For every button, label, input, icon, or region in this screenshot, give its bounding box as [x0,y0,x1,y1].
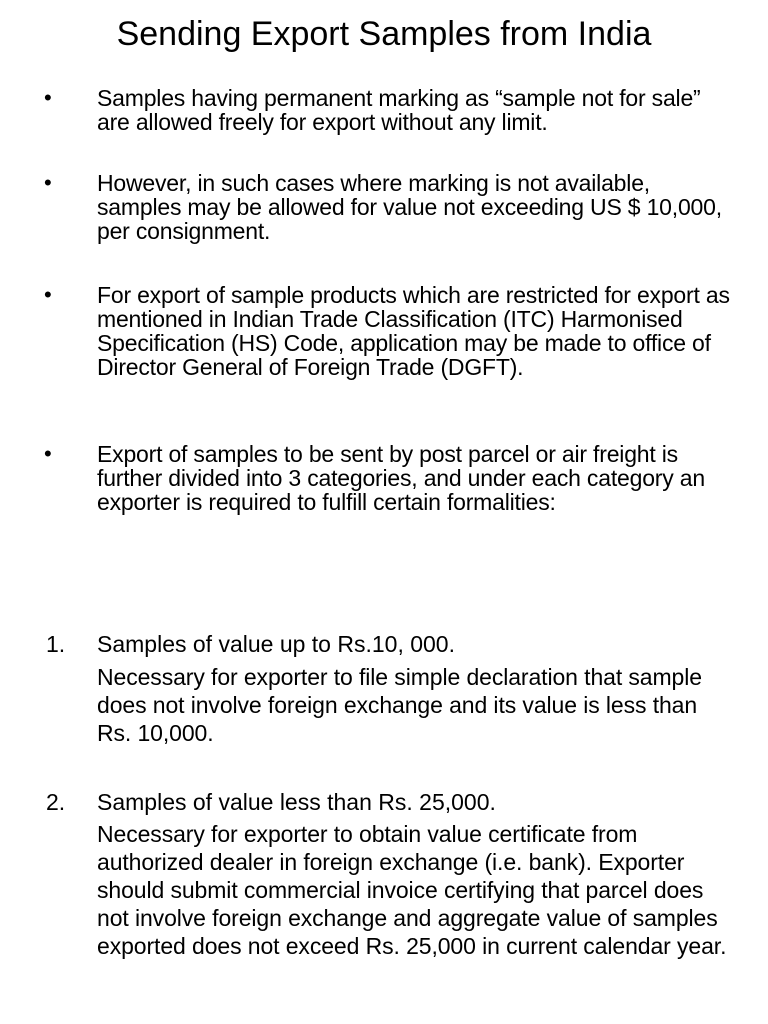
bullet-text: For export of sample products which are restricted for export as mentioned in Indian Trade Classification (ITC) Harmonised Specification (HS) Code, application may be made to office of Director General of Foreign Trade (DGFT). [97,282,730,380]
bullet-marker: • [44,282,52,307]
category-heading: Samples of value less than Rs. 25,000. [97,789,496,815]
bullet-marker: • [44,441,52,466]
page-title: Sending Export Samples from India [116,15,652,53]
category-description: Necessary for exporter to file simple declaration that sample does not involve foreign exchange and its value is less than Rs. 10,000. [97,664,702,746]
bullet-marker: • [44,85,52,110]
category-number: 1. [46,631,66,657]
bullet-text: However, in such cases where marking is not available, samples may be allowed for value not exceeding US $ 10,000, per consignment. [97,170,722,244]
category-description: Necessary for exporter to obtain value certificate from authorized dealer in foreign exchange (i.e. bank). Exporter should submit commercial invoice certifying that parcel does not involve foreign exchange and aggregate value of samples exported does not exceed Rs. 25,000 in current calendar year. [97,821,727,959]
bullet-text: Samples having permanent marking as “sample not for sale” are allowed freely for export without any limit. [97,85,701,135]
category-number: 2. [46,789,66,815]
category-heading: Samples of value up to Rs.10, 000. [97,631,455,657]
bullet-text: Export of samples to be sent by post parcel or air freight is further divided into 3 categories, and under each category an exporter is required to fulfill certain formalities: [97,441,705,515]
bullet-marker: • [44,170,52,195]
